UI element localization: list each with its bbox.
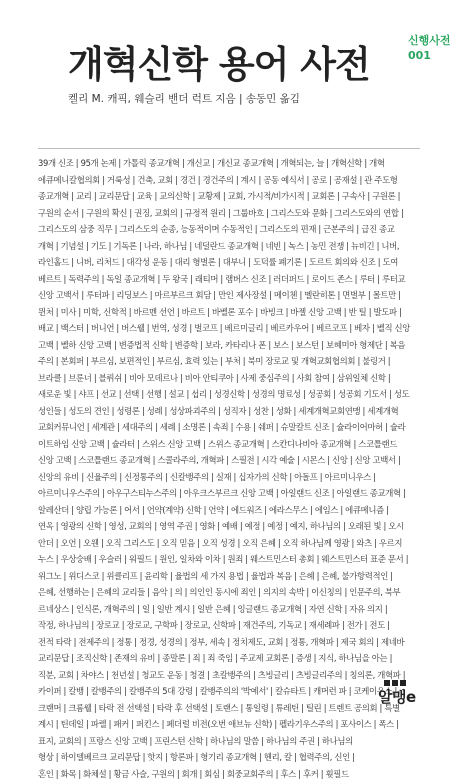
term-line: 뮌처 | 미사 | 미학, 신학적 | 바르멘 선언 | 바르트 | 바벨론 포수 | 바빙크 | 바젤 신앙 고백 | 반 틸 | 발도파 | (38, 304, 426, 321)
term-line: 신앙 고백서 | 루터파 | 리딩보스 | 마르부르크 회담 | 만인 제사장설 | 메이첸 | 멜란히톤 | 면벌부 | 몰트만 | (38, 287, 426, 304)
term-line: 혼인 | 화목 | 화체설 | 황금 사슬, 구원의 | 회개 | 회심 | 회중교회주의 | 후스 | 후커 | 휫필드 (38, 766, 426, 782)
term-line: 카이퍼 | 칼뱅 | 칼뱅주의 | 칼뱅주의 5대 강령 | 칼뱅주의의 '박예서' | 칼슈타트 | 캐머런 파 | 코케이우스 | (38, 683, 426, 700)
term-line: 라인홀드 | 니버, 리처드 | 대각성 운동 | 대리 형벌론 | 대부니 | 도덕률 폐기론 | 도르트 회의와 신조 | 도여 (38, 254, 426, 271)
authors-line: 켈리 M. 캐픽, 웨슬리 밴더 럭트 지음 | 송동민 옮김 (68, 91, 300, 106)
term-line: 새로운 빛 | 샤프 | 선교 | 선택 | 선행 | 설교 | 섭리 | 성경신학 | 성경의 명료성 | 성공회 | 성공회 기도서 | 성도 (38, 386, 426, 403)
series-label (408, 33, 451, 63)
publisher-name: 알맹e (378, 686, 416, 707)
term-line: 전적 타락 | 전제주의 | 정통 | 정경, 성경의 | 정부, 세속 | 정치제도, 교회 | 정통, 개혁파 | 제국 회의 | 제네바 (38, 634, 426, 651)
term-line: 성인들 | 성도의 견인 | 성령론 | 성례 | 성상파괴주의 | 성직자 | 성찬 | 성화 | 세계개혁교회연맹 | 세계개혁 (38, 403, 426, 420)
term-line: 베르트 | 독력주의 | 독일 종교개혁 | 두 왕국 | 래티머 | 램버스 신조 | 러더퍼드 | 로이드 존스 | 루터 | 루터교 (38, 271, 426, 288)
term-line: 이트하임 신앙 고백 | 슐라터 | 스위스 신앙 고백 | 스위스 종교개혁 | 스칸디나비아 종교개혁 | 스코틀랜드 (38, 436, 426, 453)
term-line: 교리문답 | 조직신학 | 존재의 유비 | 종말론 | 죄 | 죄 죽임 | 주교제 교회론 | 증생 | 지식, 하나님을 아는 | (38, 650, 426, 667)
term-line: 계시 | 틴데일 | 파렐 | 패커 | 퍼킨스 | 페더럴 비전(오번 애브뉴 신학) | 펠라기우스주의 | 포사이스 | 폭스 | (38, 716, 426, 733)
term-line: 알레산더 | 양립 가능론 | 어서 | 언약(계약) 신학 | 언약 | 에드워즈 | 에라스무스 | 에임스 | 에큐메니즘 | (38, 502, 426, 519)
term-line: 에큐메니칼협의회 | 거룩성 | 건축, 교회 | 경건 | 경건주의 | 계시 | 공동 예식서 | 공로 | 공재설 | 관 주도형 (38, 172, 426, 189)
term-line: 누스 | 우상숭배 | 우슬러 | 워필드 | 원인, 일차와 이차 | 원죄 | 웨스트민스터 총회 | 웨스트민스터 표준 문서 | (38, 551, 426, 568)
term-line: 아르미니우스주의 | 아우구스티누스주의 | 아우크스부르크 신앙 고백 | 아일랜드 신조 | 아일랜드 종교개혁 | (38, 485, 426, 502)
term-line: 연옥 | 영광의 신학 | 영성, 교회의 | 영역 주권 | 영화 | 예배 | 예정 | 예정 | 예지, 하나님의 | 오래된 빛 | 오시 (38, 518, 426, 535)
series-name: 신행사전 (408, 33, 451, 48)
term-line: 형상 | 하이델베르크 교리문답 | 핫지 | 항론파 | 형기리 종교개혁 | 헨리, 칼 | 협력주의, 신인 | (38, 749, 426, 766)
term-line: 은혜, 선행하는 | 은혜의 교리들 | 음악 | 의 | 의인인 동시에 죄인 | 의지의 속박 | 이신칭의 | 인문주의, 북부 (38, 584, 426, 601)
term-line: 고백 | 벨하 신앙 고백 | 변증법적 신학 | 변증학 | 보라, 카타리나 폰 | 보스 | 보스턴 | 보혜미아 형제단 | 복음 (38, 337, 426, 354)
divider (38, 148, 420, 149)
term-line: 위그노 | 위디스코 | 위클리프 | 윤리학 | 율법의 세 가지 용법 | 율법과 복음 | 은혜 | 은혜, 불가항력적인 | (38, 568, 426, 585)
term-line: 39개 신조 | 95개 논제 | 가톨릭 종교개혁 | 개신교 | 개신교 종교개혁 | 개혁되는, 늘 | 개혁신학 | 개혁 (38, 155, 426, 172)
term-line: 직분, 교회 | 차야스 | 천년설 | 청교도 운동 | 청결 | 초칼뱅주의 | 츠빙글리 | 츠빙글리주의 | 칭의론, 개혁파 | (38, 667, 426, 684)
term-line: 표지, 교회의 | 프랑스 신앙 고백 | 프린스턴 신학 | 하나님의 말씀 | 하나님의 주권 | 하나님의 (38, 733, 426, 750)
term-line: 교회커뮤니언 | 세계관 | 세대주의 | 세례 | 소명론 | 속죄 | 수용 | 쉐퍼 | 슈말칼트 신조 | 슐라이어마허 | 슐라 (38, 419, 426, 436)
book-title: 개혁신학 용어 사전 (68, 34, 370, 88)
term-line: 작정, 하나님의 | 장로교 | 장로교, 구학파 | 장로교, 신학파 | 재건주의, 기독교 | 재세례파 | 전가 | 전도 | (38, 617, 426, 634)
series-number: 001 (408, 48, 451, 63)
term-line: 구원의 순서 | 구원의 확신 | 권징, 교회의 | 규정적 원리 | 그룹바흐 | 그리스도와 문화 | 그리스도와의 연합 | (38, 205, 426, 222)
term-line: 주의 | 본회퍼 | 부르심, 보편적인 | 부르심, 효력 있는 | 부처 | 북미 장로교 및 개혁교회협의회 | 불링거 | (38, 353, 426, 370)
term-list (38, 155, 426, 782)
publisher-logo (378, 680, 440, 706)
term-line: 종교개혁 | 교리 | 교리문답 | 교육 | 교의신학 | 교황제 | 교회, 가시적/비가시적 | 교회론 | 구속사 | 구원론 | (38, 188, 426, 205)
term-line: 크랜머 | 크롬웰 | 타락 전 선택설 | 타락 후 선택설 | 토랜스 | 통일령 | 튜레틴 | 틸린 | 트렌트 공의회 | 특별 (38, 700, 426, 717)
term-line: 신앙의 유비 | 신율주의 | 신정통주의 | 신칼뱅주의 | 실재 | 십자가의 신학 | 아돌프 | 아르미니우스 | (38, 469, 426, 486)
term-line: 개혁 | 기념설 | 기도 | 기독론 | 나라, 하나님 | 네덜란드 종교개혁 | 네빈 | 녹스 | 농민 전쟁 | 뉴비긴 | 니버, (38, 238, 426, 255)
term-line: 브라클 | 브룬너 | 블뤼쉬 | 비아 모데르나 | 비아 안티쿠아 | 사제 중심주의 | 사회 참여 | 삼위일체 신학 | (38, 370, 426, 387)
term-line: 안더 | 오언 | 오웬 | 오직 그리스도 | 오직 믿음 | 오직 성경 | 오직 은혜 | 오직 하나님께 영광 | 와츠 | 우르지 (38, 535, 426, 552)
term-line: 배교 | 백스터 | 버니언 | 버스웰 | 번역, 성경 | 벌코프 | 베르미글리 | 베르카우어 | 베르코프 | 베자 | 벨직 신앙 (38, 320, 426, 337)
term-line: 신앙 고백 | 스코틀랜드 종교개혁 | 스콜라주의, 개혁파 | 스필전 | 시각 예술 | 시몬스 | 신앙 | 신앙 고백서 | (38, 452, 426, 469)
term-line: 그리스도의 삼중 직무 | 그리스도의 순종, 능동적이며 수동적인 | 그리스도의 편재 | 근본주의 | 급진 종교 (38, 221, 426, 238)
term-line: 르네상스 | 인식론, 개혁주의 | 일 | 일반 계시 | 일반 은혜 | 잉글랜드 종교개혁 | 자연 신학 | 자유 의지 | (38, 601, 426, 618)
